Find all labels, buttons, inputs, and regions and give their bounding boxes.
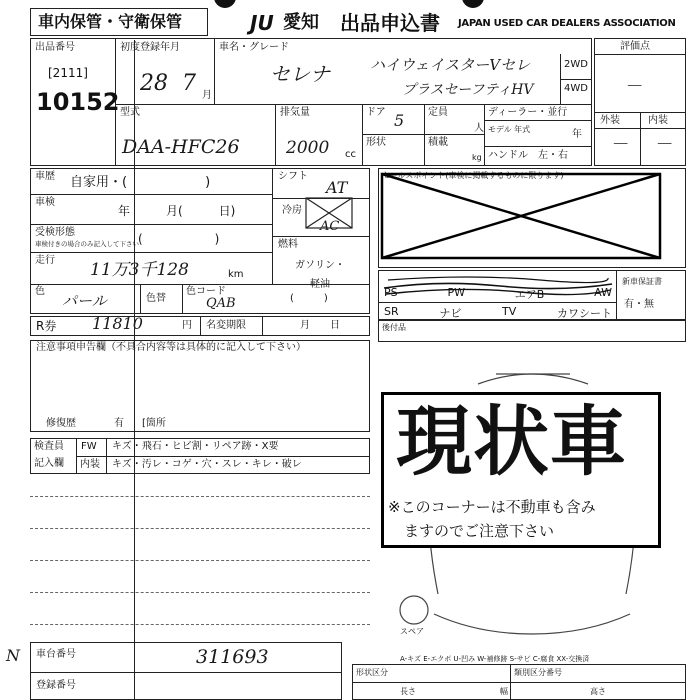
- color-label: 色: [35, 286, 45, 297]
- org-name: JAPAN USED CAR DEALERS ASSOCIATION: [458, 18, 676, 29]
- lot-number-label: 出品番号: [35, 42, 75, 53]
- aircon-crossout-mark: [300, 194, 360, 234]
- color-value: パール: [62, 292, 107, 310]
- equipment-pw: PW: [447, 286, 465, 299]
- chassis-value: 311693: [196, 646, 269, 668]
- km-unit: km: [228, 269, 244, 280]
- cc-unit: cc: [345, 149, 356, 160]
- fw-label: FW: [81, 441, 97, 452]
- mileage-value: 11万3千128: [90, 260, 189, 280]
- equipment-navi: ナビ: [439, 307, 462, 320]
- margin-mark: N: [6, 646, 20, 665]
- mileage-label: 走行: [35, 255, 55, 266]
- equipment-sr: SR: [384, 305, 399, 318]
- equipment-ps: PS: [384, 286, 398, 299]
- repair-place: [箇所: [142, 418, 166, 429]
- exterior-value: －: [610, 134, 628, 155]
- usage-value: 自家用・( ): [70, 175, 211, 190]
- first-reg-year: 28: [140, 71, 168, 96]
- equipment-strike-mark: [380, 272, 616, 302]
- height-label: 高さ: [590, 687, 606, 696]
- repair-label: 修復歴: [46, 418, 76, 429]
- first-reg-label: 初度登録年月: [120, 42, 180, 53]
- shape-label: 形状: [366, 137, 386, 148]
- sales-point-label: セールスポイント(車検に掲載するものに限ります): [382, 171, 564, 180]
- model-type-label: 型式: [120, 107, 140, 118]
- inspection-label: 車検: [35, 197, 55, 208]
- entry-label: 記入欄: [34, 458, 64, 469]
- displacement: 2000: [286, 138, 330, 158]
- yen-unit: 円: [182, 320, 192, 331]
- storage-label: 車内保管・守衛保管: [38, 12, 183, 31]
- load-label: 積載: [428, 137, 448, 148]
- recycle-value: 11810: [92, 314, 143, 333]
- shift-label: シフト: [278, 171, 308, 182]
- int-label: 内装: [80, 459, 100, 470]
- model-type: DAA-HFC26: [122, 136, 240, 158]
- title-change-value: 月 日: [300, 320, 340, 331]
- int-items: キズ・汚レ・コゲ・穴・スレ・キレ・破レ: [112, 459, 302, 470]
- equipment-tv: TV: [502, 305, 517, 318]
- interior-value: －: [654, 134, 672, 155]
- width-label: 幅: [500, 687, 508, 696]
- vertical-stroke-mark: [134, 40, 135, 700]
- title-change-label: 名変期限: [206, 320, 246, 331]
- hole-mark-left: [214, 0, 236, 8]
- interior-label: 内装: [648, 115, 668, 126]
- inspection-value: 年 月( 日): [118, 204, 236, 218]
- capacity-label: 定員: [428, 107, 448, 118]
- spare-tire-icon: [400, 596, 428, 624]
- dealer-label: ディーラー・並行: [488, 107, 568, 118]
- notes-box: [30, 340, 370, 432]
- aftermarket-box: [378, 320, 686, 342]
- sales-point-crossout-mark: [378, 168, 686, 268]
- fuel-other: ( ): [290, 293, 328, 304]
- logo-text: 愛知: [283, 12, 319, 33]
- fuel-value: ガソリン・軽油: [295, 260, 345, 290]
- first-reg-month: 7: [182, 71, 196, 96]
- person-unit: 人: [474, 123, 484, 134]
- displacement-label: 排気量: [280, 107, 310, 118]
- category-number-label: 類別区分番号: [514, 668, 562, 677]
- fw-items: キズ・飛石・ヒビ割・リペア跡・X要: [112, 441, 279, 452]
- aircon-label: 冷房: [282, 205, 302, 216]
- drive-4wd: 4WD: [564, 83, 588, 94]
- aftermarket-label: 後付品: [382, 323, 406, 332]
- rating-value: －: [624, 76, 642, 97]
- warranty-label: 新車保証書: [622, 277, 662, 286]
- grade-line1: ハイウェイスターVセレ: [370, 56, 531, 74]
- stamp-note-line1: ※このコーナーは不動車も含み: [388, 498, 596, 516]
- form-title: 出品申込書: [340, 11, 440, 35]
- doors-label: ドア: [366, 107, 386, 118]
- year-unit: 年: [572, 129, 582, 140]
- handle-label: ハンドル 左・右: [488, 150, 568, 161]
- logo-mark: JU: [250, 11, 274, 35]
- equipment-airbag: エアB: [514, 288, 545, 301]
- color-code-label: 色コード: [186, 286, 226, 297]
- color-swap-label: 色替: [146, 293, 166, 304]
- grade-line2: プラスセーフティHV: [402, 82, 534, 98]
- lot-number: 10152: [36, 88, 120, 116]
- reg-number-label: 登録番号: [36, 680, 76, 691]
- shift-value: AT: [326, 178, 348, 197]
- equipment-row2: [384, 305, 612, 321]
- rating-label: 評価点: [620, 41, 650, 52]
- stamp-title: 現状車: [396, 397, 627, 486]
- recycle-label: R券: [36, 319, 57, 333]
- first-reg-month-unit: 月: [202, 90, 212, 101]
- warranty-value: 有・無: [624, 299, 654, 310]
- usage-label: 車歴: [35, 171, 55, 182]
- notes-label: 注意事項申告欄（不具合内容等は具体的に記入して下さい）: [36, 342, 306, 353]
- receipt-label: 受検形態: [35, 227, 75, 238]
- exterior-label: 外装: [600, 115, 620, 126]
- model-year-label: モデル 年式: [488, 125, 531, 134]
- aircon-value: AC: [320, 219, 340, 234]
- equipment-aw: AW: [594, 286, 612, 299]
- fuel-label: 燃料: [278, 239, 298, 250]
- receipt-value: ( ): [138, 232, 220, 246]
- car-name-label: 車名・グレード: [219, 42, 289, 53]
- inspector-label: 検査員: [34, 441, 64, 452]
- doors: 5: [394, 111, 405, 130]
- spare-label: スペア: [400, 627, 424, 636]
- shape-category-label: 形状区分: [356, 668, 388, 677]
- equipment-leather-seat: カワシート: [557, 307, 612, 320]
- hole-mark-right: [462, 0, 484, 8]
- length-label: 長さ: [400, 687, 416, 696]
- lot-code: [2111]: [48, 66, 88, 80]
- chassis-box: [30, 642, 342, 700]
- repair-value: 有: [114, 418, 124, 429]
- car-name: セレナ: [270, 62, 330, 86]
- drive-2wd: 2WD: [564, 59, 588, 70]
- kg-unit: kg: [472, 153, 482, 162]
- color-code: QAB: [206, 296, 236, 311]
- chassis-label: 車台番号: [36, 649, 76, 660]
- receipt-note: 車検付きの場合のみ記入して下さい: [35, 240, 139, 248]
- stamp-note-line2: ますのでご注意下さい: [404, 522, 555, 540]
- damage-legend: A-キズ E-エクボ U-凹み W-補修跡 S-サビ C-腐食 XX-交換済: [400, 655, 590, 663]
